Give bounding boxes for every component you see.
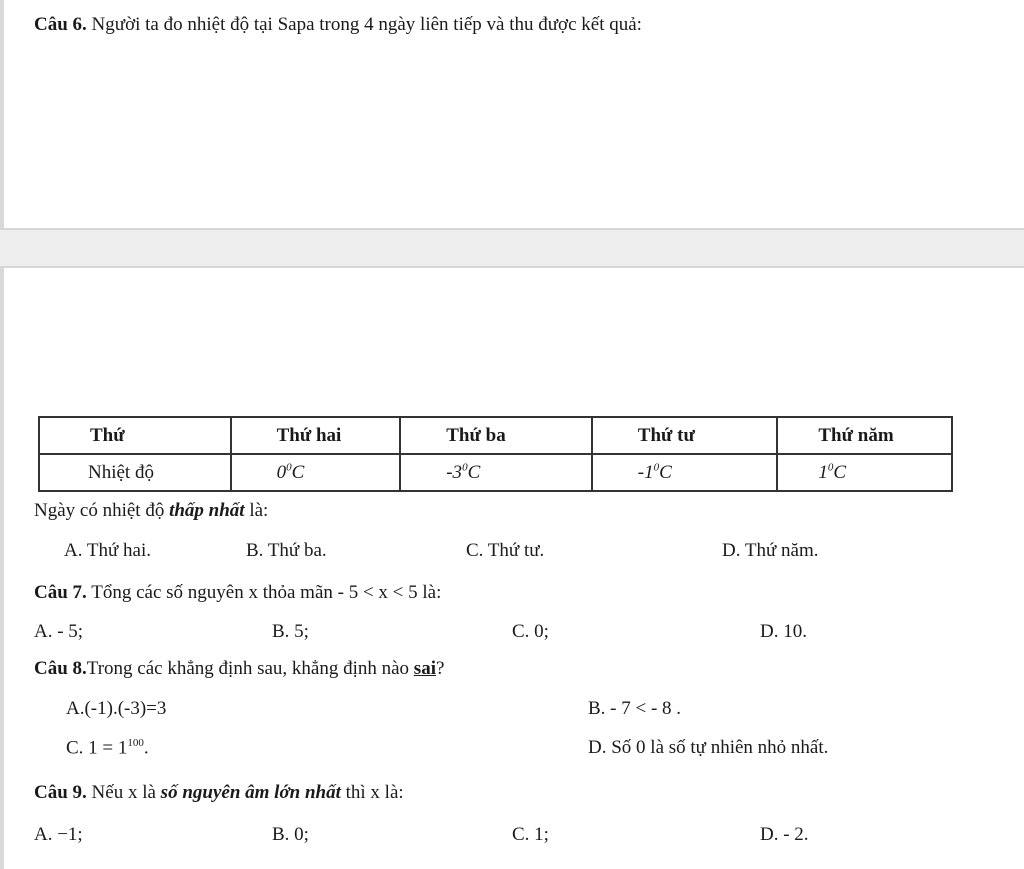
- option-c[interactable]: C. 1;: [512, 824, 549, 845]
- question-6-label: Câu 6.: [34, 14, 87, 35]
- question-7-heading: [34, 582, 441, 604]
- option-c[interactable]: C. $1 = 1^{100}$.: [66, 737, 149, 759]
- option-c[interactable]: C. 0;: [512, 621, 549, 642]
- option-d[interactable]: D. - 2.: [760, 824, 809, 845]
- question-8-text: Trong các khẳng định sau, khẳng định nào: [86, 658, 410, 679]
- option-b[interactable]: B. 0;: [272, 824, 309, 845]
- question-7-text: Tổng các số nguyên x thỏa mãn - 5 < x < 5 là:: [91, 582, 442, 603]
- question-8-label: Câu 8.: [34, 658, 87, 679]
- table-row: [39, 454, 952, 491]
- table-header-cell: Thứ ba: [400, 417, 592, 454]
- table-header-row: [39, 417, 952, 454]
- option-a[interactable]: A. −1;: [34, 824, 83, 845]
- question-6-text: Người ta đo nhiệt độ tại Sapa trong 4 ngày liên tiếp và thu được kết quả:: [91, 14, 642, 35]
- temperature-table: [38, 416, 953, 492]
- question-7-label: Câu 7.: [34, 582, 87, 603]
- option-c[interactable]: C. Thứ tư.: [466, 540, 545, 561]
- table-cell: $0^0C$: [231, 454, 401, 491]
- table-header-cell: Thứ năm: [777, 417, 952, 454]
- question-8-heading: Câu 8.Trong các khẳng định sau, khẳng định nào sai?: [34, 658, 445, 679]
- table-cell: $-1^0C$: [592, 454, 778, 491]
- option-d[interactable]: D. Số 0 là số tự nhiên nhỏ nhất.: [588, 737, 829, 758]
- table-cell: $1^0C$: [777, 454, 952, 491]
- page-separator-band: [0, 228, 1024, 268]
- option-a[interactable]: A. - 5;: [34, 621, 84, 642]
- question-9-heading: Câu 9. Nếu x là số nguyên âm lớn nhất thì x là:: [34, 782, 404, 803]
- question-9-text: Nếu x là: [91, 782, 156, 803]
- question-9-label: Câu 9.: [34, 782, 87, 803]
- option-d[interactable]: D. Thứ năm.: [722, 540, 819, 561]
- option-b[interactable]: B. Thứ ba.: [246, 540, 327, 561]
- table-header-cell: Thứ tư: [592, 417, 778, 454]
- question-8-emphasis: sai: [413, 658, 436, 679]
- option-b[interactable]: B. 5;: [272, 621, 309, 642]
- option-a[interactable]: A. Thứ hai.: [64, 540, 151, 561]
- option-a[interactable]: A.(-1).(-3)=3: [66, 698, 167, 719]
- option-d[interactable]: D. 10.: [760, 621, 807, 642]
- question-6-heading: [34, 14, 642, 36]
- question-6-prompt: Ngày có nhiệt độ thấp nhất là:: [34, 500, 269, 521]
- question-9-emphasis: số nguyên âm lớn nhất: [160, 782, 341, 803]
- option-b[interactable]: B. - 7 < - 8 .: [588, 698, 682, 719]
- table-header-cell: Thứ: [39, 417, 231, 454]
- page-left-edge: [0, 0, 4, 869]
- table-cell: $-3^0C$: [400, 454, 592, 491]
- table-row-label: Nhiệt độ: [39, 454, 231, 491]
- table-header-cell: Thứ hai: [231, 417, 401, 454]
